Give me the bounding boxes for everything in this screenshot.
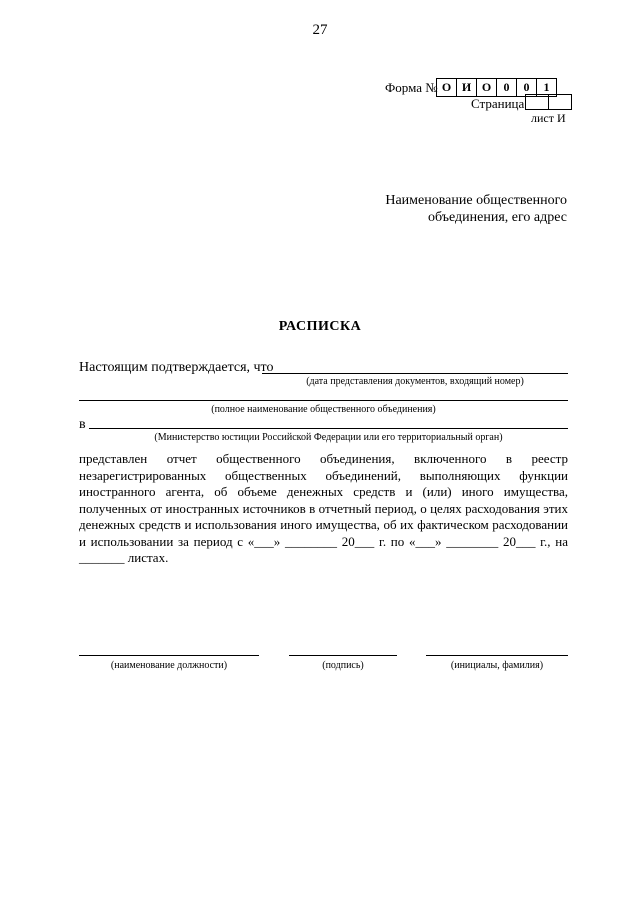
- ministry-field: [89, 415, 568, 429]
- organization-full-name-field: [79, 400, 568, 401]
- position-caption: (наименование должности): [110, 660, 228, 671]
- ministry-prefix: в: [79, 417, 86, 432]
- name-signature-line: [426, 655, 568, 656]
- organization-full-name-caption: (полное наименование общественного объединения): [211, 404, 436, 415]
- form-code-cell: 1: [543, 80, 550, 94]
- position-signature-line: [79, 655, 259, 656]
- name-caption: (инициалы, фамилия): [450, 660, 544, 671]
- body-line: и использовании за период с «___» ________ 20___ г. по «___» ________ 20___ г., на: [79, 533, 568, 549]
- sheet-label: лист И: [531, 111, 566, 125]
- form-code-cell: 0: [497, 79, 517, 96]
- body-line: денежных средств и использования иного имущества, об их фактическом расходовании: [79, 517, 568, 532]
- body-line: _______ листах.: [79, 550, 169, 565]
- submission-date-caption: (дата представления документов, входящий номер): [306, 376, 524, 387]
- organization-name-address-placeholder: Наименование общественного объединения, его адрес: [385, 193, 567, 225]
- ministry-caption: (Министерство юстиции Российской Федерации или его территориальный орган): [154, 432, 503, 443]
- signature-line: [289, 655, 397, 656]
- confirmation-text: Настоящим подтверждается, что: [79, 360, 274, 375]
- form-code-cell: И: [457, 79, 477, 96]
- form-code-cell: О: [477, 79, 497, 96]
- body-line: незарегистрированных общественных объединений, выполняющих функции: [79, 467, 568, 483]
- receipt-body-text: [79, 451, 568, 567]
- page-number-cell: [526, 95, 549, 109]
- body-line: полученных от иностранных источников в отчетный период, о целях расходования этих: [79, 500, 568, 516]
- form-code-cell: О: [437, 79, 457, 96]
- page-label: Страница: [471, 96, 525, 111]
- page-number-cell: [549, 95, 571, 109]
- body-line: иностранного агента, об объеме денежных средств и (или) иного имущества,: [79, 484, 568, 499]
- body-line: представлен отчет общественного объединения, включенного в реестр: [79, 451, 568, 466]
- form-number-label: Форма №: [385, 80, 438, 95]
- page-number: 27: [312, 22, 328, 38]
- signature-caption: (подпись): [322, 660, 364, 671]
- form-code-cell: 0: [517, 79, 537, 96]
- page-number-cells: [525, 94, 572, 110]
- submission-date-field: [262, 360, 568, 374]
- document-title: РАСПИСКА: [278, 319, 362, 334]
